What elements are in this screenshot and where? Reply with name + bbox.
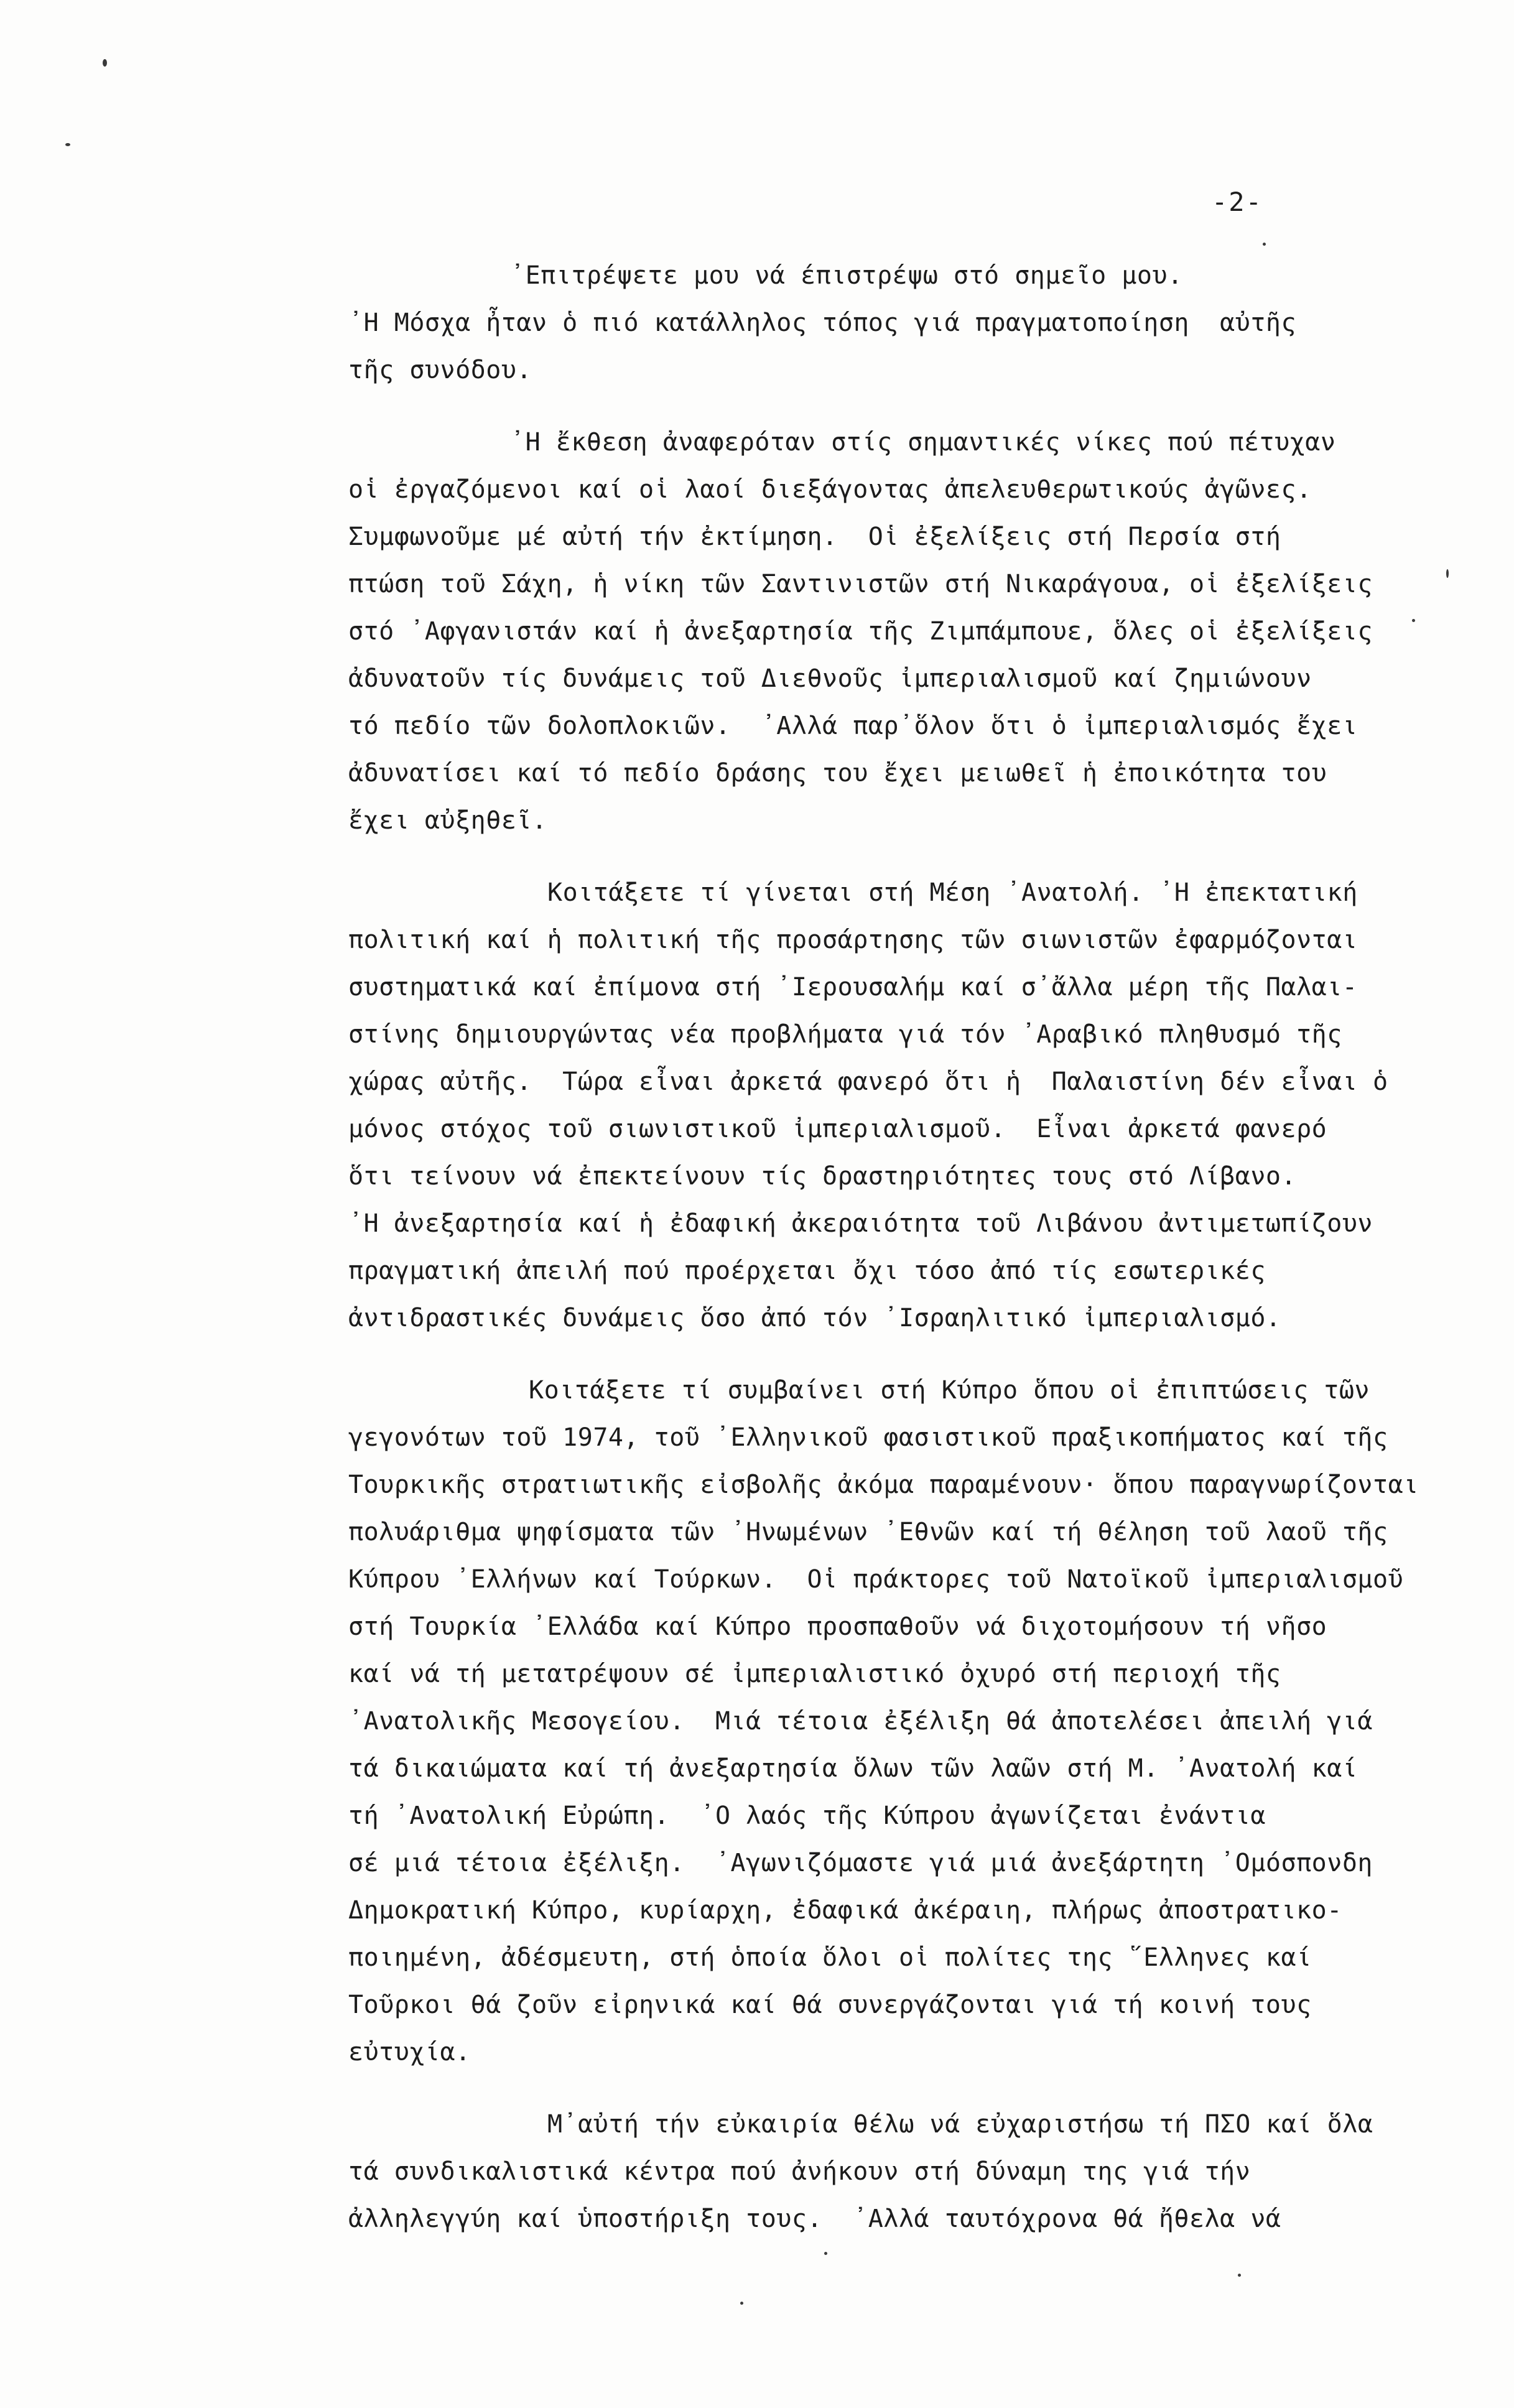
text-line: Τοῦρκοι θά ζοῦν εἰρηνικά καί θά συνεργάζονται γιά τή κοινή τους xyxy=(348,1991,1312,2019)
text-line: εὐτυχία. xyxy=(348,2038,471,2066)
text-line: τή ᾿Ανατολική Εὐρώπη. ᾿Ο λαός τῆς Κύπρου ἀγωνίζεται ἐνάντια xyxy=(348,1801,1266,1830)
text-line: ᾿Η ἔκθεση ἀναφερόταν στίς σημαντικές νίκες πού πέτυχαν xyxy=(510,428,1336,457)
text-line: Μ᾿αὐτή τήν εὐκαιρία θέλω νά εὐχαριστήσω τή ΠΣΟ καί ὅλα xyxy=(547,2110,1373,2139)
text-line: τά δικαιώματα καί τή ἀνεξαρτησία ὅλων τῶν λαῶν στή Μ. ᾿Ανατολή καί xyxy=(348,1754,1358,1783)
text-line: ᾿Ανατολικῆς Μεσογείου. Μιά τέτοια ἐξέλιξη θά ἀποτελέσει ἀπειλή γιά xyxy=(348,1707,1373,1736)
text-line: χώρας αὐτῆς. Τώρα εἶναι ἀρκετά φανερό ὅτι ἡ Παλαιστίνη δέν εἶναι ὁ xyxy=(348,1067,1388,1096)
scan-speck xyxy=(824,2252,827,2255)
paragraph-1 xyxy=(348,252,1480,394)
text-line: ἔχει αὐξηθεῖ. xyxy=(348,806,547,835)
paragraph-2 xyxy=(348,419,1480,844)
text-line: πτώση τοῦ Σάχη, ἡ νίκη τῶν Σαντινιστῶν στή Νικαράγουα, οἱ ἐξελίξεις xyxy=(348,570,1373,598)
text-line: ἀδυνατοῦν τίς δυνάμεις τοῦ Διεθνοῦς ἰμπεριαλισμοῦ καί ζημιώνουν xyxy=(348,664,1312,693)
text-line: πολυάριθμα ψηφίσματα τῶν ᾿Ηνωμένων ᾿Εθνῶν καί τή θέληση τοῦ λαοῦ τῆς xyxy=(348,1518,1388,1546)
page-number: -2- xyxy=(1212,187,1263,217)
text-line: τῆς συνόδου. xyxy=(348,356,532,384)
text-line: Κοιτάξετε τί συμβαίνει στή Κύπρο ὅπου οἱ ἐπιπτώσεις τῶν xyxy=(529,1376,1370,1405)
paragraph-4 xyxy=(348,1367,1480,2076)
text-line: Κύπρου ᾿Ελλήνων καί Τούρκων. Οἱ πράκτορες τοῦ Νατοϊκοῦ ἰμπεριαλισμοῦ xyxy=(348,1565,1404,1594)
text-line: τό πεδίο τῶν δολοπλοκιῶν. ᾿Αλλά παρ᾿ὅλον ὅτι ὁ ἰμπεριαλισμός ἔχει xyxy=(348,712,1358,740)
text-line: πραγματική ἀπειλή πού προέρχεται ὄχι τόσο ἀπό τίς εσωτερικές xyxy=(348,1257,1266,1285)
body-text xyxy=(348,252,1480,2243)
text-line: Συμφωνοῦμε μέ αὐτή τήν ἐκτίμηση. Οἱ ἐξελίξεις στή Περσία στή xyxy=(348,523,1281,551)
text-line: Κοιτάξετε τί γίνεται στή Μέση ᾿Ανατολή. ᾿Η ἐπεκτατική xyxy=(547,878,1358,907)
text-line: πολιτική καί ἡ πολιτική τῆς προσάρτησης τῶν σιωνιστῶν ἐφαρμόζονται xyxy=(348,926,1358,954)
text-line: συστηματικά καί ἐπίμονα στή ᾿Ιερουσαλήμ καί σ᾿ἄλλα μέρη τῆς Παλαι- xyxy=(348,973,1358,1002)
text-line: ᾿Επιτρέψετε μου νά έπιστρέψω στό σημεῖο μου. xyxy=(510,261,1183,290)
text-line: μόνος στόχος τοῦ σιωνιστικοῦ ἰμπεριαλισμοῦ. Εἶναι ἀρκετά φανερό xyxy=(348,1115,1327,1143)
text-line: στίνης δημιουργώντας νέα προβλήματα γιά τόν ᾿Αραβικό πληθυσμό τῆς xyxy=(348,1020,1342,1049)
text-line: γεγονότων τοῦ 1974, τοῦ ᾿Ελληνικοῦ φασιστικοῦ πραξικοπήματος καί τῆς xyxy=(348,1423,1388,1452)
text-line: σέ μιά τέτοια ἐξέλιξη. ᾿Αγωνιζόμαστε γιά μιά ἀνεξάρτητη ᾿Ομόσπονδη xyxy=(348,1849,1373,1877)
text-line: Τουρκικῆς στρατιωτικῆς εἰσβολῆς ἀκόμα παραμένουν· ὅπου παραγνωρίζονται xyxy=(348,1471,1419,1499)
text-line: οἱ ἐργαζόμενοι καί οἱ λαοί διεξάγοντας ἀπελευθερωτικούς ἀγῶνες. xyxy=(348,475,1312,504)
text-line: ὅτι τείνουν νά ἐπεκτείνουν τίς δραστηριότητες τους στό Λίβανο. xyxy=(348,1162,1297,1191)
scan-speck xyxy=(740,2302,743,2305)
text-line: ἀδυνατίσει καί τό πεδίο δράσης του ἔχει μειωθεῖ ἡ ἐποικότητα του xyxy=(348,759,1327,788)
scan-speck xyxy=(65,143,70,146)
text-line: ᾿Η ἀνεξαρτησία καί ἡ ἐδαφική ἀκεραιότητα τοῦ Λιβάνου ἀντιμετωπίζουν xyxy=(348,1209,1373,1238)
text-line: ἀντιδραστικές δυνάμεις ὅσο ἀπό τόν ᾿Ισραηλιτικό ἰμπεριαλισμό. xyxy=(348,1304,1281,1332)
scan-speck xyxy=(1263,243,1266,246)
text-line: καί νά τή μετατρέψουν σέ ἰμπεριαλιστικό ὀχυρό στή περιοχή τῆς xyxy=(348,1660,1281,1688)
text-line: τά συνδικαλιστικά κέντρα πού ἀνήκουν στή δύναμη της γιά τήν xyxy=(348,2157,1251,2186)
text-line: ποιημένη, ἀδέσμευτη, στή ὁποία ὅλοι οἱ πολίτες της ῞Ελληνες καί xyxy=(348,1943,1312,1972)
text-line: Δημοκρατική Κύπρο, κυρίαρχη, ἐδαφικά ἀκέραιη, πλήρως ἀποστρατικο- xyxy=(348,1896,1342,1925)
paragraph-3 xyxy=(348,869,1480,1342)
scan-speck xyxy=(1238,2274,1241,2277)
text-line: ᾿Η Μόσχα ἦταν ὁ πιό κατάλληλος τόπος γιά πραγματοποίηση αὐτῆς xyxy=(348,309,1297,337)
text-line: στή Τουρκία ᾿Ελλάδα καί Κύπρο προσπαθοῦν νά διχοτομήσουν τή νῆσο xyxy=(348,1612,1327,1641)
text-line: στό ᾿Αφγανιστάν καί ἡ ἀνεξαρτησία τῆς Ζιμπάμπουε, ὅλες οἱ ἐξελίξεις xyxy=(348,617,1373,646)
paragraph-5 xyxy=(348,2101,1480,2243)
scan-speck xyxy=(103,59,107,67)
text-line: ἀλληλεγγύη καί ὑποστήριξη τους. ᾿Αλλά ταυτόχρονα θά ἤθελα νά xyxy=(348,2205,1281,2233)
